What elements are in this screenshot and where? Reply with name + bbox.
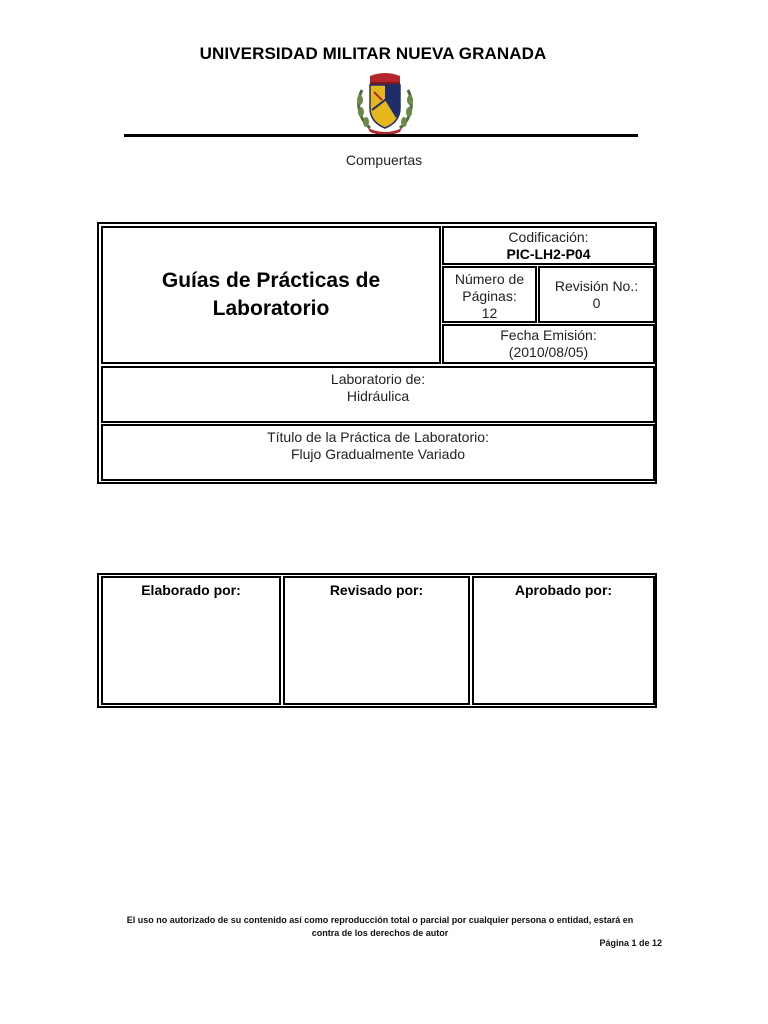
university-crest-logo <box>354 70 416 136</box>
copyright-notice-line-2: contra de los derechos de autor <box>311 928 449 938</box>
prepared-by-label: Elaborado por: <box>141 582 241 598</box>
laboratory-cell <box>102 367 654 422</box>
issue-date-cell <box>443 325 654 363</box>
header-rule <box>124 134 638 137</box>
codification-value: PIC-LH2-P04 <box>506 245 591 262</box>
revision-label: Revisión No.: <box>554 277 639 294</box>
copyright-notice <box>100 914 660 940</box>
approved-by-cell <box>473 577 654 704</box>
revision-cell <box>539 267 654 322</box>
prepared-by-cell <box>102 577 280 704</box>
reviewed-by-cell <box>284 577 469 704</box>
codification-label: Codificación: <box>508 228 589 245</box>
reviewed-by-label: Revisado por: <box>329 582 424 598</box>
practice-title-value: Flujo Gradualmente Variado <box>290 446 466 462</box>
laboratory-label: Laboratorio de: <box>330 371 426 387</box>
page-number: Página 1 de 12 <box>599 938 662 948</box>
page-count-cell <box>443 267 536 322</box>
codification-cell <box>443 227 654 264</box>
issue-date-value: (2010/08/05) <box>508 344 589 360</box>
page-count-label-2: Páginas: <box>462 288 517 304</box>
revision-value: 0 <box>592 294 601 311</box>
page-count-value: 12 <box>481 305 498 321</box>
document-title-cell <box>102 227 440 363</box>
practice-title-label: Título de la Práctica de Laboratorio: <box>267 429 489 445</box>
practice-title-cell <box>102 425 654 480</box>
university-name: UNIVERSIDAD MILITAR NUEVA GRANADA <box>199 44 547 63</box>
approved-by-label: Aprobado por: <box>514 582 613 598</box>
issue-date-label: Fecha Emisión: <box>500 327 597 343</box>
laboratory-value: Hidráulica <box>346 388 410 404</box>
document-title-line-1: Guías de Prácticas de <box>161 269 381 292</box>
page-count-label-1: Número de <box>454 271 525 287</box>
document-title-line-2: Laboratorio <box>212 297 330 320</box>
course-subject: Compuertas <box>345 152 423 168</box>
copyright-notice-line-1: El uso no autorizado de su contenido así como reproducción total o parcial por cualquier persona o entidad, estará en <box>126 915 634 925</box>
